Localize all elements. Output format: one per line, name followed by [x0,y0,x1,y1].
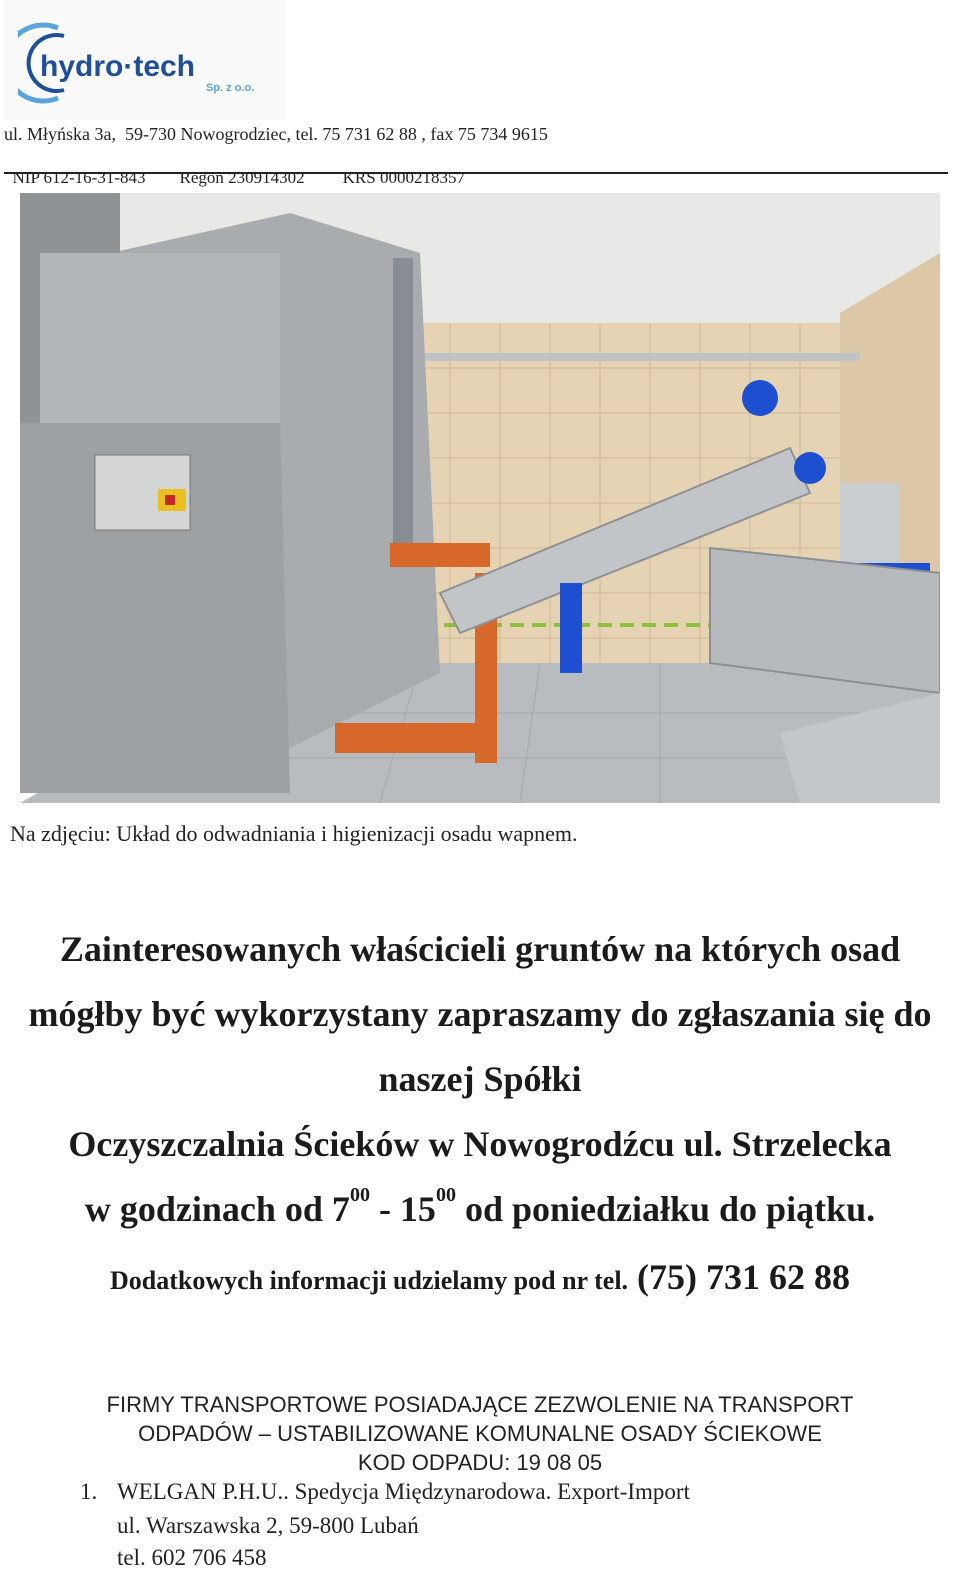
header-nip: NIP 612-16-31-843 [12,168,146,187]
header-divider [4,172,948,174]
company-name: WELGAN P.H.U.. Spedycja Międzynarodowa. Export-Import [117,1479,690,1504]
notice-line-3: naszej Spółki [378,1059,582,1099]
notice-line-1: Zainteresowanych właścicieli gruntów na których osad [59,929,901,969]
info-text: Dodatkowych informacji udzielamy pod nr tel. [109,1266,629,1295]
header-regon: Regon 230914302 [179,168,305,187]
notice-address: Oczyszczalnia Ścieków w Nowogrodźcu ul. Strzelecka [68,1124,892,1164]
hours-suffix: od poniedziałku do piątku. [455,1189,876,1229]
hours-end-minutes: 00 [435,1184,456,1206]
header-registration [4,148,465,188]
hours-mid: - 15 [369,1189,436,1229]
logo-wordmark: hydro·tech [40,50,196,83]
company-address: ul. Warszawska 2, 59-800 Lubań [117,1513,419,1538]
notice-line-2: mógłby być wykorzystany zapraszamy do zgłaszania się do [28,994,932,1034]
company-logo [4,0,286,120]
hours-start-minutes: 00 [349,1184,370,1206]
hours-prefix: w godzinach od 7 [84,1189,350,1229]
notice-info [0,1256,960,1298]
company-number: 1. [80,1479,98,1504]
waste-code: KOD ODPADU: 19 08 05 [357,1450,603,1475]
info-phone: (75) 731 62 88 [628,1257,851,1297]
header-krs: KRS 0000218357 [342,168,465,187]
transport-heading-2: ODPADÓW – USTABILIZOWANE KOMUNALNE OSADY ŚCIEKOWE [138,1421,822,1446]
header-address: ul. Młyńska 3a, 59-730 Nowogrodziec, tel. 75 731 62 88 , fax 75 734 9615 [4,124,548,144]
transport-heading-1: FIRMY TRANSPORTOWE POSIADAJĄCE ZEZWOLENIE NA TRANSPORT [106,1392,854,1417]
logo-subtitle: Sp. z o.o. [206,82,255,94]
photo-caption: Na zdjęciu: Układ do odwadniania i higienizacji osadu wapnem. [10,821,578,846]
company-phone: tel. 602 706 458 [117,1545,267,1570]
facility-photo [20,193,940,803]
hydro-tech-logo-graphic [18,16,278,106]
notice-hours [0,1184,960,1230]
